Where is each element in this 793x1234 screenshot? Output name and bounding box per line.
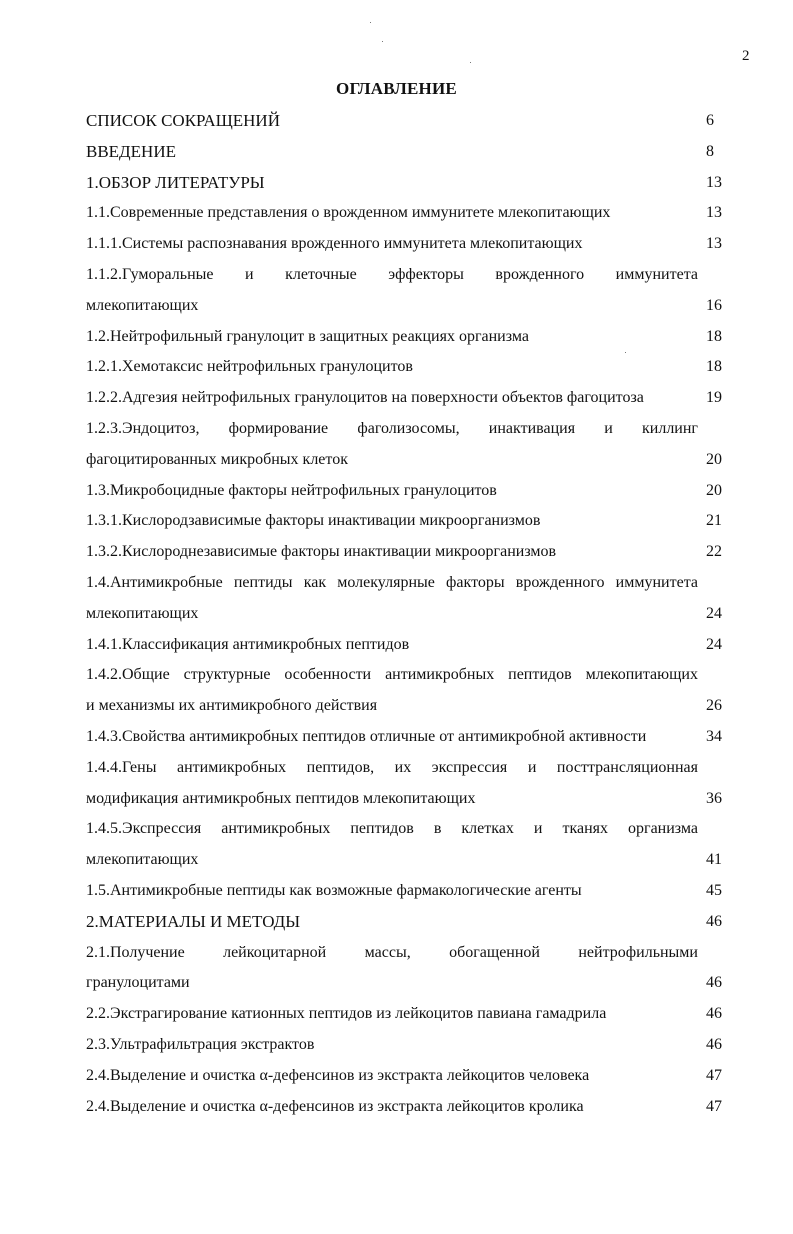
toc-entry-title: 1.4.Антимикробные пептиды как молекулярные факторы врожденного иммунитета bbox=[86, 574, 698, 591]
page-title: ОГЛАВЛЕНИЕ bbox=[336, 79, 457, 98]
toc-entry-title: гранулоцитами bbox=[86, 974, 190, 992]
toc-entry-title: СПИСОК СОКРАЩЕНИЙ bbox=[86, 111, 280, 130]
toc-entry[interactable] bbox=[86, 660, 736, 722]
toc-entry-page: 26 bbox=[706, 697, 722, 715]
toc-entry[interactable] bbox=[86, 938, 736, 1000]
toc-entry-page: 34 bbox=[706, 728, 722, 745]
toc-entry[interactable] bbox=[86, 753, 736, 815]
toc-entry-title: 1.2.1.Хемотаксис нейтрофильных гранулоцитов bbox=[86, 358, 413, 376]
toc-entry-title: фагоцитированных микробных клеток bbox=[86, 450, 348, 468]
toc-entry-title: 1.2.Нейтрофильный гранулоцит в защитных реакциях организма bbox=[86, 327, 529, 345]
toc-entry-title: 2.4.Выделение и очистка α-дефенсинов из экстракта лейкоцитов кролика bbox=[86, 1097, 584, 1115]
toc-entry-title: 1.4.3.Свойства антимикробных пептидов отличные от антимикробной активности bbox=[86, 728, 647, 745]
toc-entry-title: 2.4.Выделение и очистка α-дефенсинов из экстракта лейкоцитов человека bbox=[86, 1066, 590, 1084]
toc-entry[interactable] bbox=[86, 198, 736, 229]
toc-entry[interactable] bbox=[86, 1030, 736, 1061]
toc-entry-title: ВВЕДЕНИЕ bbox=[86, 141, 176, 161]
toc-entry-page: 16 bbox=[706, 296, 722, 314]
toc-entry-title: модификация антимикробных пептидов млекопитающих bbox=[86, 789, 476, 807]
toc-entry-title: млекопитающих bbox=[86, 604, 199, 622]
toc-entry-title: 1.2.3.Эндоцитоз, формирование фаголизосомы, инактивация и киллинг bbox=[86, 420, 698, 437]
toc-entry-page: 6 bbox=[706, 112, 714, 129]
toc-entry-title: млекопитающих bbox=[86, 296, 199, 314]
toc-entry[interactable] bbox=[86, 568, 736, 630]
toc-entry-title: 1.5.Антимикробные пептиды как возможные фармакологические агенты bbox=[86, 882, 582, 899]
toc-entry-page: 18 bbox=[706, 327, 722, 345]
toc-entry[interactable] bbox=[86, 383, 736, 414]
toc-entry-page: 20 bbox=[706, 450, 722, 468]
toc-entry[interactable] bbox=[86, 630, 736, 661]
toc-entry-title: 1.4.1.Классификация антимикробных пептидов bbox=[86, 635, 410, 653]
toc-entry[interactable] bbox=[86, 722, 736, 753]
toc-entry[interactable] bbox=[86, 814, 736, 876]
toc-entry-title: 1.1.Современные представления о врожденном иммунитете млекопитающих bbox=[86, 204, 611, 222]
toc-entry-page: 36 bbox=[706, 789, 722, 807]
toc-entry-title: 1.4.2.Общие структурные особенности антимикробных пептидов млекопитающих bbox=[86, 666, 698, 684]
toc-entry[interactable] bbox=[86, 876, 736, 907]
toc-entry-title: 2.3.Ультрафильтрация экстрактов bbox=[86, 1036, 315, 1053]
toc-entry-page: 46 bbox=[706, 1005, 722, 1023]
toc-entry-title: 1.3.Микробоцидные факторы нейтрофильных гранулоцитов bbox=[86, 481, 497, 499]
toc-entry[interactable] bbox=[86, 537, 736, 568]
toc-entry-title: 1.2.2.Адгезия нейтрофильных гранулоцитов на поверхности объектов фагоцитоза bbox=[86, 389, 644, 407]
toc-entry[interactable] bbox=[86, 999, 736, 1030]
toc-entry-title: 2.2.Экстрагирование катионных пептидов из лейкоцитов павиана гамадрила bbox=[86, 1005, 607, 1023]
toc-entry[interactable] bbox=[86, 229, 736, 260]
toc-entry-title: 1.3.1.Кислородзависимые факторы инактивации микроорганизмов bbox=[86, 512, 541, 530]
toc-entry-title: 1.4.5.Экспрессия антимикробных пептидов в клетках и тканях организма bbox=[86, 820, 698, 838]
toc-entry-page: 41 bbox=[706, 851, 722, 869]
toc-entry-page: 19 bbox=[706, 389, 722, 407]
toc-entry-title: и механизмы их антимикробного действия bbox=[86, 697, 378, 715]
toc-entry-page: 46 bbox=[706, 1036, 722, 1053]
toc-entry-page: 24 bbox=[706, 604, 722, 622]
page-number: 2 bbox=[742, 48, 750, 64]
toc-entry-page: 46 bbox=[706, 974, 722, 992]
toc-entry-page: 47 bbox=[706, 1066, 722, 1084]
toc-entry-page: 18 bbox=[706, 358, 722, 376]
toc-entry[interactable] bbox=[86, 907, 736, 938]
toc-entry[interactable] bbox=[86, 414, 736, 476]
toc-entry-title: 2.МАТЕРИАЛЫ И МЕТОДЫ bbox=[86, 911, 301, 931]
toc-entry[interactable] bbox=[86, 352, 736, 383]
toc-entry-page: 45 bbox=[706, 882, 722, 899]
toc-entry-title: млекопитающих bbox=[86, 851, 199, 869]
toc-entry-page: 13 bbox=[706, 204, 722, 222]
toc-entry-page: 8 bbox=[706, 142, 714, 160]
toc-entry-page: 13 bbox=[706, 235, 722, 253]
toc-entry-title: 1.1.2.Гуморальные и клеточные эффекторы врожденного иммунитета bbox=[86, 266, 698, 283]
toc-entry[interactable] bbox=[86, 322, 736, 353]
toc-entry-page: 20 bbox=[706, 481, 722, 499]
toc-entry[interactable] bbox=[86, 106, 736, 137]
toc-entry[interactable] bbox=[86, 476, 736, 507]
toc-entry-title: 1.3.2.Кислороднезависимые факторы инактивации микроорганизмов bbox=[86, 543, 557, 561]
toc-entry[interactable] bbox=[86, 1092, 736, 1123]
toc-entry-page: 47 bbox=[706, 1097, 722, 1115]
toc-entry[interactable] bbox=[86, 1061, 736, 1092]
toc-entry-page: 22 bbox=[706, 543, 722, 561]
toc-entry[interactable] bbox=[86, 506, 736, 537]
toc-entry-page: 13 bbox=[706, 173, 722, 191]
toc-entry-page: 21 bbox=[706, 512, 722, 530]
toc-entry-title: 2.1.Получение лейкоцитарной массы, обогащенной нейтрофильными bbox=[86, 943, 698, 961]
toc-entry-page: 24 bbox=[706, 635, 722, 653]
toc-entry-title: 1.ОБЗОР ЛИТЕРАТУРЫ bbox=[86, 172, 265, 192]
toc-entry-title: 1.4.4.Гены антимикробных пептидов, их экспрессия и посттрансляционная bbox=[86, 758, 698, 776]
toc-entry-page: 46 bbox=[706, 912, 722, 930]
toc-entry[interactable] bbox=[86, 260, 736, 322]
toc-entry-title: 1.1.1.Системы распознавания врожденного иммунитета млекопитающих bbox=[86, 235, 583, 253]
toc-entry[interactable] bbox=[86, 137, 736, 168]
toc-entry[interactable] bbox=[86, 168, 736, 199]
